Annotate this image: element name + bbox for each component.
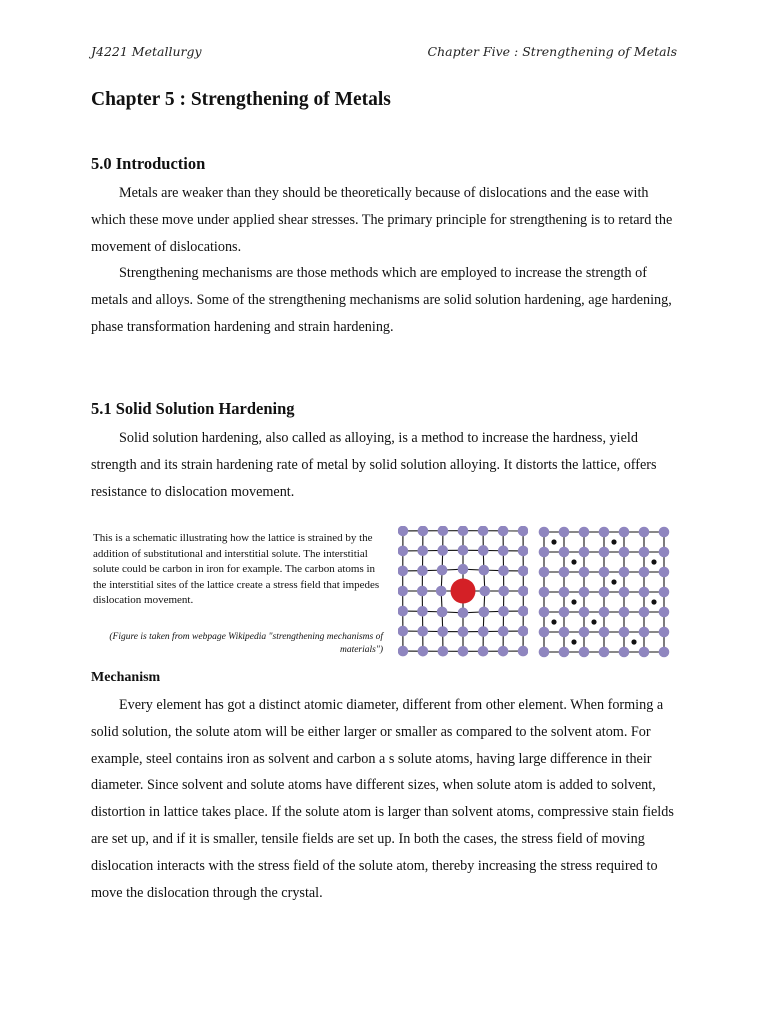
- solvent-atom: [417, 545, 428, 556]
- solvent-atom: [458, 564, 469, 575]
- solvent-atom: [639, 627, 650, 638]
- interstitial-solute-atom: [571, 639, 576, 644]
- solvent-atom: [659, 627, 670, 638]
- solvent-atom: [619, 567, 630, 578]
- solvent-atom: [479, 565, 490, 576]
- solvent-atom: [498, 586, 509, 597]
- solvent-atom: [458, 526, 469, 536]
- solvent-atom: [639, 527, 650, 538]
- section-heading-introduction: 5.0 Introduction: [91, 154, 206, 173]
- solvent-atom: [478, 545, 489, 556]
- solvent-atom: [619, 627, 630, 638]
- solvent-atom: [619, 647, 630, 658]
- solvent-atom: [639, 647, 650, 658]
- interstitial-solute-atom: [651, 599, 656, 604]
- solvent-atom: [437, 626, 448, 637]
- solvent-atom: [518, 546, 528, 557]
- interstitial-solute-atom: [631, 639, 636, 644]
- solvent-atom: [539, 527, 550, 538]
- solvent-atom: [619, 587, 630, 598]
- solvent-atom: [599, 587, 610, 598]
- solvent-atom: [579, 547, 590, 558]
- interstitial-solute-atom: [551, 619, 556, 624]
- solvent-atom: [478, 646, 489, 657]
- interstitial-solute-atom: [591, 619, 596, 624]
- solvent-atom: [619, 547, 630, 558]
- solvent-atom: [437, 565, 448, 576]
- solvent-atom: [498, 545, 509, 556]
- interstitial-solute-atom: [571, 559, 576, 564]
- solvent-atom: [417, 626, 428, 637]
- solvent-atom: [559, 587, 570, 598]
- solvent-atom: [619, 527, 630, 538]
- solvent-atom: [417, 606, 428, 617]
- interstitial-lattice-diagram: [538, 526, 670, 658]
- solvent-atom: [639, 547, 650, 558]
- solvent-atom: [518, 586, 528, 597]
- solvent-atom: [498, 526, 509, 536]
- interstitial-solute-atom: [611, 579, 616, 584]
- solvent-atom: [659, 647, 670, 658]
- solvent-atom: [398, 646, 408, 657]
- solvent-atom: [498, 565, 509, 576]
- solvent-atom: [599, 647, 610, 658]
- header-chapter-title: Chapter Five : Strengthening of Metals: [427, 44, 677, 59]
- solvent-atom: [559, 607, 570, 618]
- solvent-atom: [639, 587, 650, 598]
- solvent-atom: [458, 545, 469, 556]
- solvent-atom: [579, 647, 590, 658]
- solvent-atom: [478, 526, 489, 536]
- solvent-atom: [478, 626, 489, 637]
- solvent-atom: [579, 567, 590, 578]
- intro-paragraph-1: Metals are weaker than they should be theoretically because of dislocations and the ease with which these move under applied shear stresses. The primary principle for strengthening is to retard the movement of dislocations.: [91, 185, 673, 255]
- solvent-atom: [579, 527, 590, 538]
- figure-caption: This is a schematic illustrating how the lattice is strained by the addition of substitutional and interstitial solute. The interstitial solute could be carbon in iron for example. The carbon atoms in the interstitial sites of the lattice create a stress field that impedes dislocation movement.: [93, 532, 380, 607]
- solvent-atom: [559, 547, 570, 558]
- substitutional-solute-atom: [451, 579, 476, 604]
- solvent-atom: [480, 586, 491, 597]
- interstitial-solute-atom: [551, 539, 556, 544]
- solvent-atom: [436, 586, 447, 597]
- header-course-title: J4221 Metallurgy: [91, 44, 202, 59]
- solvent-atom: [418, 526, 429, 536]
- solvent-atom: [498, 606, 509, 617]
- solvent-atom: [659, 567, 670, 578]
- solvent-atom: [398, 626, 408, 637]
- solvent-atom: [498, 646, 509, 657]
- solvent-atom: [659, 587, 670, 598]
- solvent-atom: [437, 545, 448, 556]
- solvent-atom: [398, 546, 408, 557]
- substitutional-lattice-diagram: [398, 526, 528, 658]
- solvent-atom: [539, 567, 550, 578]
- solvent-atom: [458, 626, 469, 637]
- solid-solution-paragraph: Solid solution hardening, also called as alloying, is a method to increase the hardness, yield strength and its strain hardening rate of metal by solid solution alloying. It distorts the lattice, offers resistance to dislocation movement.: [91, 430, 657, 500]
- section-heading-solid-solution: 5.1 Solid Solution Hardening: [91, 399, 295, 418]
- solvent-atom: [498, 626, 509, 637]
- figure-source: (Figure is taken from webpage Wikipedia "strengthening mechanisms of materials"): [109, 632, 383, 655]
- solvent-atom: [479, 607, 490, 618]
- interstitial-solute-atom: [611, 539, 616, 544]
- interstitial-solute-atom: [571, 599, 576, 604]
- solvent-atom: [579, 587, 590, 598]
- solvent-atom: [418, 646, 429, 657]
- solvent-atom: [599, 547, 610, 558]
- solvent-atom: [659, 607, 670, 618]
- solvent-atom: [398, 606, 408, 617]
- solvent-atom: [458, 608, 469, 619]
- mechanism-paragraph: Every element has got a distinct atomic diameter, different from other element. When forming a solid solution, the solute atom will be either larger or smaller as compared to the solvent atom. For example, steel contains iron as solvent and carbon a s solute atoms, having large difference in their diameter. Since solvent and solute atoms have different sizes, when solute atom is added to solvent, distortion in lattice takes place. If the solute atom is larger than solvent atoms, compressive stain fields are set up, and if it is smaller, tensile fields are set up. In both the cases, the stress field of moving dislocation interacts with the stress field of the solute atom, thereby increasing the stress required to move the dislocation through the crystal.: [91, 697, 674, 901]
- interstitial-solute-atom: [651, 559, 656, 564]
- solvent-atom: [458, 646, 469, 657]
- solvent-atom: [559, 527, 570, 538]
- solvent-atom: [417, 586, 428, 597]
- solvent-atom: [417, 565, 428, 576]
- solvent-atom: [438, 526, 449, 536]
- solvent-atom: [518, 526, 528, 536]
- solvent-atom: [559, 647, 570, 658]
- solvent-atom: [398, 586, 408, 597]
- solvent-atom: [599, 527, 610, 538]
- solvent-atom: [539, 627, 550, 638]
- solvent-atom: [639, 567, 650, 578]
- solvent-atom: [398, 566, 408, 577]
- solvent-atom: [518, 626, 528, 637]
- solvent-atom: [539, 547, 550, 558]
- solvent-atom: [539, 647, 550, 658]
- solvent-atom: [518, 606, 528, 617]
- solvent-atom: [437, 607, 448, 618]
- solvent-atom: [579, 607, 590, 618]
- solvent-atom: [539, 587, 550, 598]
- solvent-atom: [619, 607, 630, 618]
- solvent-atom: [518, 646, 528, 657]
- solvent-atom: [659, 547, 670, 558]
- solvent-atom: [599, 627, 610, 638]
- subheading-mechanism: Mechanism: [91, 670, 161, 685]
- solvent-atom: [559, 567, 570, 578]
- solvent-atom: [398, 526, 408, 536]
- solvent-atom: [639, 607, 650, 618]
- solvent-atom: [559, 627, 570, 638]
- solvent-atom: [518, 566, 528, 577]
- solvent-atom: [438, 646, 449, 657]
- solvent-atom: [539, 607, 550, 618]
- intro-paragraph-2: Strengthening mechanisms are those methods which are employed to increase the strength of metals and alloys. Some of the strengthening mechanisms are solid solution hardening, age hardening, phase transformation hardening and strain hardening.: [91, 265, 672, 335]
- solvent-atom: [659, 527, 670, 538]
- chapter-title: Chapter 5 : Strengthening of Metals: [91, 89, 391, 110]
- solvent-atom: [579, 627, 590, 638]
- solvent-atom: [599, 567, 610, 578]
- solvent-atom: [599, 607, 610, 618]
